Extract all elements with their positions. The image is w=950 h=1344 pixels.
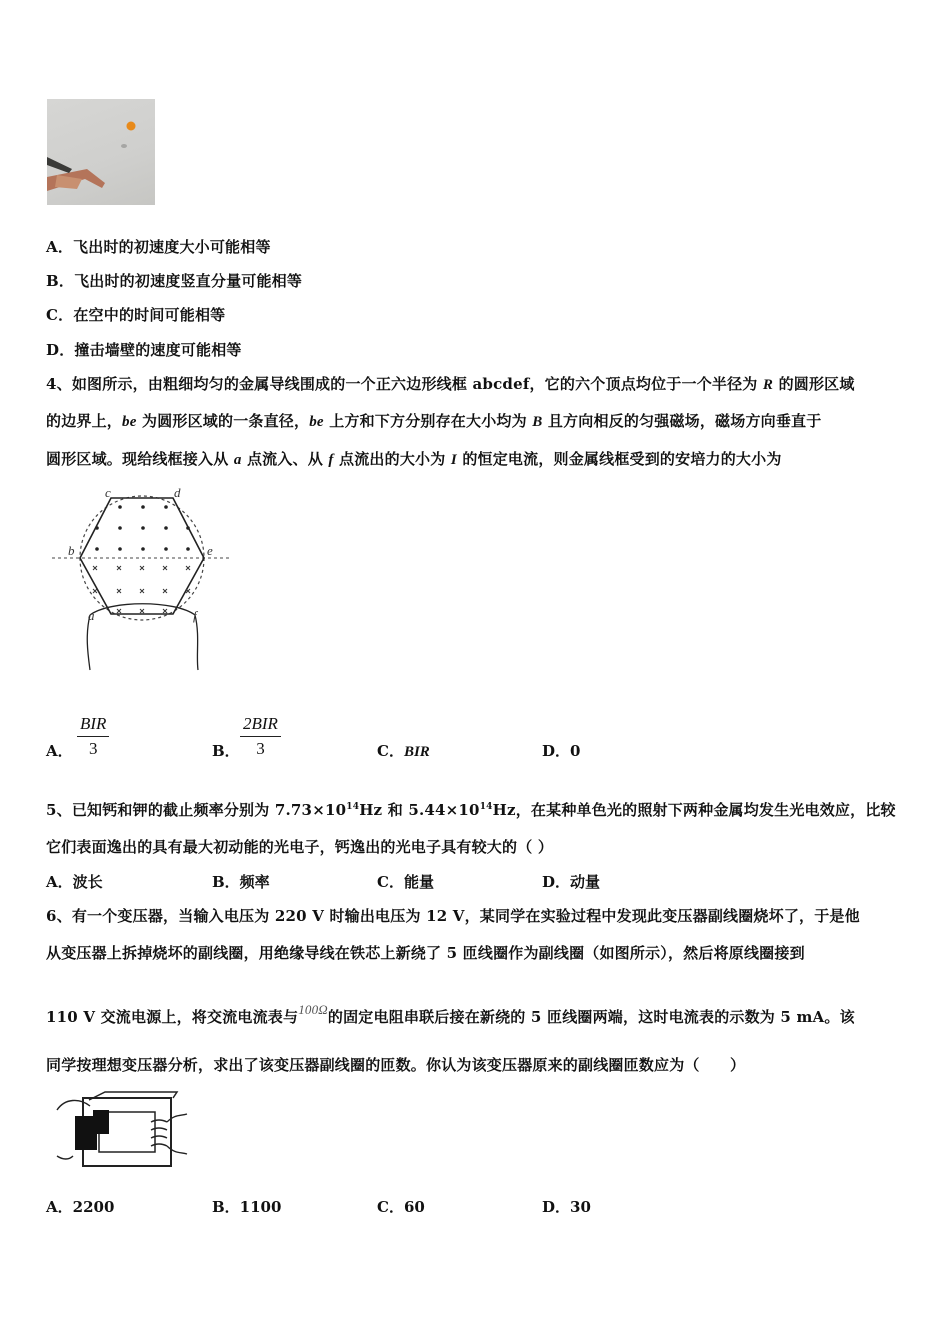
q5-option-c: C．能量 — [377, 873, 434, 891]
resistance-value: 100Ω — [298, 1002, 328, 1017]
label-d: d — [174, 485, 181, 500]
hexagon-field-diagram — [50, 485, 240, 675]
transformer-diagram — [55, 1088, 190, 1173]
q5-stem-line1: 5、已知钙和钾的截止频率分别为 $7.73\times 10^{14}Hz$ 和 $5.44\times 10^{14}Hz$，在某种单色光的照射下两种金属均发生光电效应，比较 — [46, 801, 896, 819]
q6-option-c: C．60 — [377, 1198, 425, 1216]
q6-option-d: D．30 — [542, 1198, 591, 1216]
q4-option-b-label: B． — [212, 742, 240, 760]
q4-stem-line1: 4、如图所示，由粗细均匀的金属导线围成的一个正六边形线框 abcdef，它的六个顶点均位于一个半径为 R 的圆形区域 — [46, 375, 855, 393]
q6-stem-line4: 同学按理想变压器分析，求出了该变压器副线圈的匝数。你认为该变压器原来的副线圈匝数应为（ ） — [46, 1056, 746, 1074]
fraction-numerator: BIR — [77, 714, 109, 737]
q3-option-d: D．撞击墙壁的速度可能相等 — [46, 341, 242, 359]
q6-stem-line2: 从变压器上拆掉烧坏的副线圈，用绝缘导线在铁芯上新绕了 5 匝线圈作为副线圈（如图所示），然后将原线圈接到 — [46, 944, 805, 962]
secondary-coil — [151, 1120, 167, 1146]
q5-option-a: A．波长 — [46, 873, 103, 891]
primary-lead-top — [57, 1100, 90, 1110]
crosses-field-lower — [93, 566, 190, 613]
dots-field-upper — [95, 505, 190, 551]
q6-option-a: A．2200 — [46, 1198, 115, 1216]
fraction-denominator: 3 — [256, 739, 265, 758]
fraction-numerator: 2BIR — [240, 714, 281, 737]
q4-option-d: D．0 — [542, 742, 581, 760]
q5-option-b: B．频率 — [212, 873, 270, 891]
q5-stem-line2: 它们表面逸出的具有最大初动能的光电子，钙逸出的光电子具有较大的（ ） — [46, 838, 554, 856]
q6-stem-line1: 6、有一个变压器，当输入电压为 220 V 时输出电压为 12 V，某同学在实验过程中发现此变压器副线圈烧坏了，于是他 — [46, 907, 860, 925]
label-f: f — [193, 608, 197, 623]
q4-stem-line2: 的边界上，be 为圆形区域的一条直径，be 上方和下方分别存在大小均为 B 且方向相反的匀强磁场，磁场方向垂直于 — [46, 412, 822, 430]
q3-option-c: C．在空中的时间可能相等 — [46, 306, 226, 324]
ball-launch-photo — [47, 99, 155, 205]
lead-wire-f — [195, 615, 198, 670]
fraction-denominator: 3 — [88, 739, 98, 758]
lead-wire-a — [87, 615, 90, 670]
label-a: a — [88, 608, 95, 623]
q6-stem-line3: 110 V 交流电源上，将交流电流表与100Ω的固定电阻串联后接在新绕的 5 匝线圈两端，这时电流表的示数为 5 mA。该 — [46, 1002, 855, 1026]
photo-content — [47, 99, 155, 205]
q4-option-a-fraction — [77, 714, 109, 759]
q4-stem-line3: 圆形区域。现给线框接入从 a 点流入、从 f 点流出的大小为 I 的恒定电流，则金属线框受到的安培力的大小为 — [46, 450, 782, 468]
primary-coil-upper — [93, 1110, 109, 1134]
q6-option-b: B．1100 — [212, 1198, 282, 1216]
hexagon-frame — [80, 498, 204, 614]
q4-option-c: C．BIR — [377, 742, 430, 760]
q5-option-d: D．动量 — [542, 873, 601, 891]
label-c: c — [105, 485, 111, 500]
primary-lead-bottom — [57, 1156, 73, 1159]
q3-option-b: B．飞出时的初速度竖直分量可能相等 — [46, 272, 303, 290]
ball-shadow — [121, 144, 127, 148]
label-e: e — [207, 543, 213, 558]
launcher-handle — [47, 157, 72, 173]
ball — [127, 122, 136, 131]
q4-option-b-fraction — [240, 714, 281, 759]
q4-option-a-label: A． — [46, 742, 73, 760]
q3-option-a: A．飞出时的初速度大小可能相等 — [46, 238, 271, 256]
label-b: b — [68, 543, 75, 558]
